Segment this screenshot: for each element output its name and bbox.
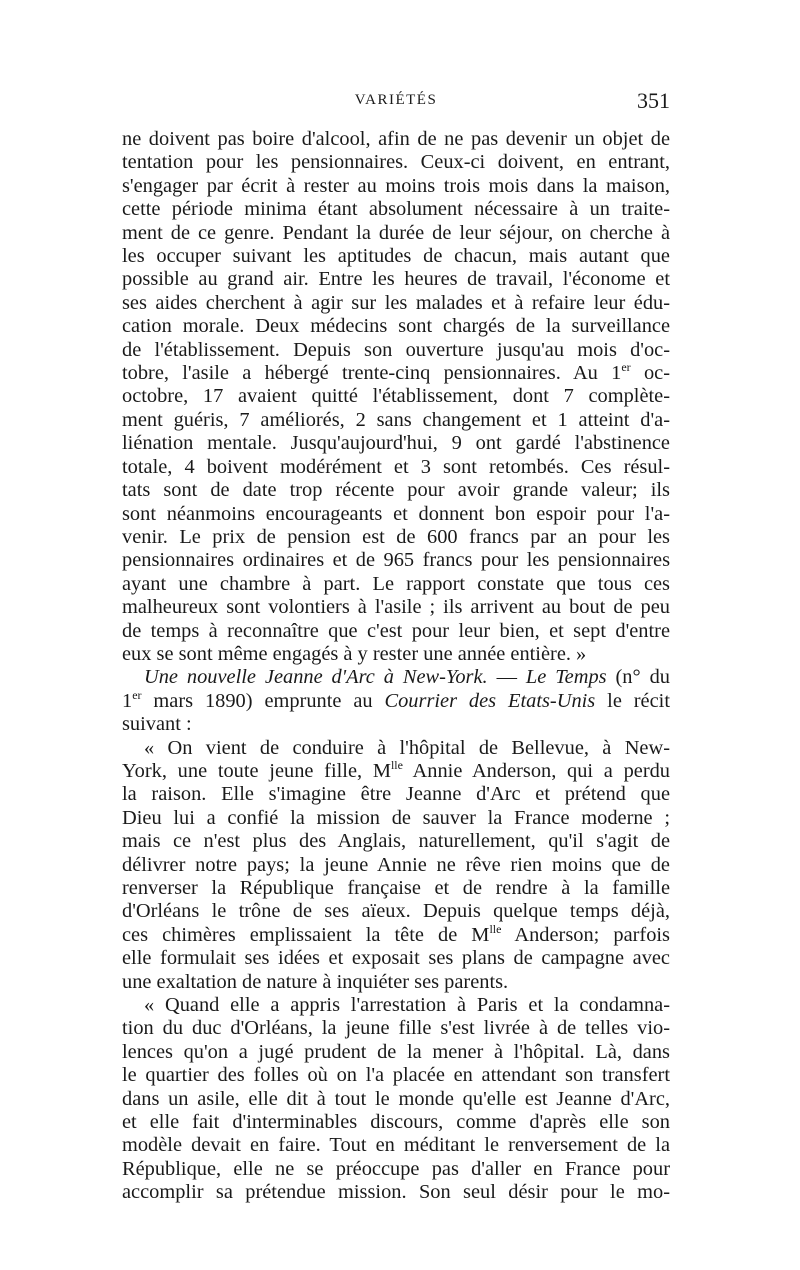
text-line: ment guéris, 7 améliorés, 2 sans changement et 1 atteint d'a- [122, 408, 670, 431]
text-line: dans un asile, elle dit à tout le monde qu'elle est Jeanne d'Arc, [122, 1087, 670, 1110]
text-line: pensionnaires ordinaires et de 965 francs pour les pensionnaires [122, 549, 670, 572]
text-fragment: ces chimères emplissaient la tête de M [122, 923, 490, 946]
text-line: d'Orléans le trône de ses aïeux. Depuis quelque temps déjà, [122, 900, 670, 923]
superscript: er [132, 687, 142, 702]
newspaper-name: Courrier des Etats-Unis [384, 689, 596, 712]
text-line: « On vient de conduire à l'hôpital de Bellevue, à New- [144, 736, 670, 759]
text-line: totale, 4 boivent modérément et 3 sont retombés. Ces résul- [122, 455, 670, 478]
text-line: tion du duc d'Orléans, la jeune fille s'est livrée à de telles vio- [122, 1017, 670, 1040]
text-line: tentation pour les pensionnaires. Ceux-ci doivent, en entrant, [122, 151, 670, 174]
text-fragment: (n° du [606, 666, 670, 689]
text-line: et elle fait d'interminables discours, comme d'après elle son [122, 1111, 670, 1134]
superscript: lle [489, 922, 502, 937]
text-line [122, 362, 670, 385]
text-line: eux se sont même engagés à y rester une année entière. » [122, 642, 587, 665]
text-line: mais ce n'est plus des Anglais, naturellement, qu'il s'agit de [122, 830, 670, 853]
text-line: malheureux sont volontiers à l'asile ; ils arrivent au bout de peu [122, 596, 670, 619]
text-line: de l'établissement. Depuis son ouverture jusqu'au mois d'oc- [122, 338, 670, 361]
text-line: cation morale. Deux médecins sont chargés de la surveillance [122, 315, 670, 338]
text-fragment: oc- [630, 362, 670, 385]
text-fragment: Annie Anderson, qui a perdu [402, 759, 670, 782]
superscript: er [621, 360, 631, 375]
text-line: cette période minima étant absolument nécessaire à un traite- [122, 198, 670, 221]
text-line: liénation mentale. Jusqu'aujourd'hui, 9 ont gardé l'abstinence [122, 432, 670, 455]
text-line: possible au grand air. Entre les heures de travail, l'économe et [122, 268, 670, 291]
text-line: de temps à reconnaître que c'est pour leur bien, et sept d'entre [122, 619, 670, 642]
text-fragment: York, une toute jeune fille, M [122, 759, 391, 782]
text-line: ment de ce genre. Pendant la durée de leur séjour, on cherche à [122, 221, 670, 244]
text-line: délivrer notre pays; la jeune Annie ne rêve rien moins que de [122, 853, 670, 876]
text-line [122, 687, 670, 713]
text-line: venir. Le prix de pension est de 600 francs par an pour les [122, 525, 670, 548]
text-line: suivant : [122, 713, 192, 736]
text-fragment: tobre, l'asile a hébergé trente-cinq pensionnaires. Au 1 [122, 362, 622, 385]
text-line [122, 760, 670, 783]
text-line: ayant une chambre à part. Le rapport constate que tous ces [122, 572, 670, 595]
text-line: Dieu lui a confié la mission de sauver la France moderne ; [122, 806, 670, 829]
text-fragment: 1 [122, 689, 133, 712]
text-fragment: Anderson; parfois [501, 923, 670, 946]
text-line [122, 666, 670, 689]
text-line: « Quand elle a appris l'arrestation à Paris et la condamna- [144, 994, 670, 1017]
text-line: République, elle ne se préoccupe pas d'aller en France pour [122, 1157, 670, 1180]
text-line: s'engager par écrit à rester au moins trois mois dans la maison, [122, 174, 670, 197]
article-title: Une nouvelle Jeanne d'Arc à New-York. [144, 666, 488, 689]
text-line: ses aides cherchent à agir sur les malades et à refaire leur édu- [122, 291, 670, 314]
body-text [122, 128, 670, 1205]
text-line: sont néanmoins encourageants et donnent bon espoir pour l'a- [122, 502, 670, 525]
text-line: accomplir sa prétendue mission. Son seul désir pour le mo- [122, 1181, 670, 1204]
text-line: les occuper suivant les aptitudes de chacun, mais autant que [122, 245, 670, 268]
page-header [122, 88, 670, 120]
newspaper-name: Le Temps [525, 666, 607, 689]
running-head: VARIÉTÉS [354, 92, 438, 108]
text-fragment: mars 1890) emprunte au [141, 689, 385, 712]
text-line: elle formulait ses idées et exposait ses plans de campagne avec [122, 947, 670, 970]
text-line: ne doivent pas boire d'alcool, afin de ne pas devenir un objet de [122, 128, 670, 150]
superscript: lle [390, 758, 403, 773]
text-line: octobre, 17 avaient quitté l'établissement, dont 7 complète- [122, 385, 670, 408]
text-line: modèle devait en faire. Tout en méditant le renversement de la [122, 1134, 670, 1157]
page-number: 351 [637, 88, 670, 113]
text-line: le quartier des folles où on l'a placée en attendant son transfert [122, 1064, 670, 1087]
text-line: tats sont de date trop récente pour avoir grande valeur; ils [122, 479, 670, 502]
text-line: renverser la République française et de rendre à la famille [122, 877, 670, 899]
text-line [122, 924, 670, 947]
text-fragment: le récit [595, 689, 670, 712]
text-line: la raison. Elle s'imagine être Jeanne d'Arc et prétend que [122, 783, 670, 806]
text-line: une exaltation de nature à inquiéter ses parents. [122, 970, 509, 993]
text-fragment: — [487, 666, 526, 689]
text-line: lences qu'on a jugé prudent de la mener à l'hôpital. Là, dans [122, 1040, 670, 1063]
